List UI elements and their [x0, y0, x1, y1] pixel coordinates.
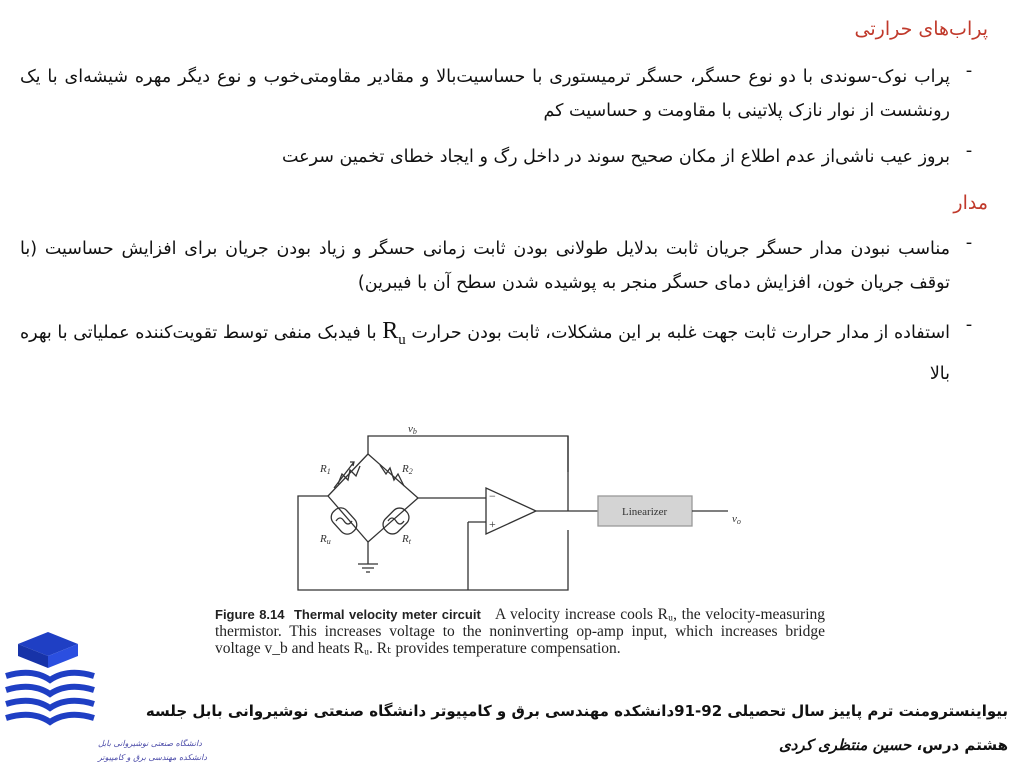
feedback-wire [368, 436, 568, 472]
footer-author-name: حسین منتظری کردی [778, 736, 912, 754]
bullet-item [20, 140, 988, 174]
bullet-dash: - [965, 232, 973, 253]
logo-line-faculty: دانشکده مهندسی برق و کامپیوتر [98, 753, 207, 762]
bullet-text: پراب نوک-سوندی با دو نوع حسگر، حسگر ترمیستوری با حساسیت‌بالا و مقادیر مقاومتی‌خوب و نوع دیگر مهره شیشه‌ای با یک رونشست از نوار نازک پلاتینی با مقاومت و حساسیت کم [20, 67, 950, 121]
footer-session: هشتم درس، [916, 736, 1008, 754]
footer-line-course: بیواینسترومنت ترم پاییز سال تحصیلی 92-91دانشکده مهندسی برق و کامپیوتر دانشگاه صنعتی نوشیروانی بابل جلسه [145, 702, 1008, 720]
figure-caption-text: A velocity increase cools Rᵤ, the velocity-measuring thermistor. This increases voltage to the noninverting op-amp input, which increases bridge voltage v_b and heats Rᵤ. Rₜ provides temperature compensation. [215, 606, 826, 657]
rt-branch [368, 498, 418, 542]
bullet-item [20, 314, 988, 391]
figure-caption-label: Figure 8.14 [215, 607, 285, 622]
bullet-text-part: استفاده از مدار حرارت ثابت جهت غلبه بر این مشکلات، ثابت بودن حرارت [411, 323, 950, 343]
footer-line-author [779, 736, 1008, 754]
thermal-velocity-circuit-diagram [290, 418, 750, 598]
bullet-text [20, 314, 950, 391]
r1-variable-arrow [334, 462, 354, 488]
vo-label: vo [732, 513, 741, 526]
figure-caption-title: Thermal velocity meter circuit [293, 607, 481, 622]
ru-node-wire [298, 496, 568, 590]
bullet-text-part: با فیدبک منفی توسط تقویت‌کننده عملیاتی با بهره بالا [20, 323, 950, 384]
logo-line-university: دانشگاه صنعتی نوشیروانی بابل [98, 739, 202, 748]
op-amp-plus-label: + [489, 517, 496, 531]
bullet-dash: - [965, 314, 973, 335]
university-logo [2, 628, 207, 768]
vb-label: vb [408, 423, 417, 436]
bullet-item [20, 232, 988, 300]
bullet-text: بروز عیب ناشی‌از عدم اطلاع از مکان صحیح سوند در داخل رگ و ایجاد خطای تخمین سرعت [282, 147, 950, 167]
bullet-dash: - [965, 60, 973, 81]
linearizer-label: Linearizer [622, 506, 668, 518]
figure-caption [215, 606, 825, 657]
r1-branch [328, 454, 368, 496]
op-amp-minus-label: − [489, 489, 496, 503]
r1-label: R1 [320, 463, 331, 476]
ru-label: Ru [320, 533, 331, 546]
ru-branch [328, 496, 368, 542]
section-heading-circuit: مدار [953, 192, 988, 214]
section-heading-thermal-probes: پراب‌های حرارتی [854, 18, 988, 40]
resistor-symbol: $R_u$ [382, 318, 406, 348]
rt-label: Rt [402, 533, 411, 546]
ground-symbol [358, 542, 378, 572]
bullet-dash: - [965, 140, 973, 161]
bullet-item [20, 60, 988, 128]
bullet-text: مناسب نبودن مدار حسگر جریان ثابت بدلایل طولانی بودن ثابت زمانی حسگر و زیاد بودن جریان برای افزایش حساسیت (با توقف جریان خون، افزایش دمای حسگر منجر به پوشیده شدن سطح آن با فیبرین) [20, 239, 950, 293]
r2-label: R2 [402, 463, 413, 476]
